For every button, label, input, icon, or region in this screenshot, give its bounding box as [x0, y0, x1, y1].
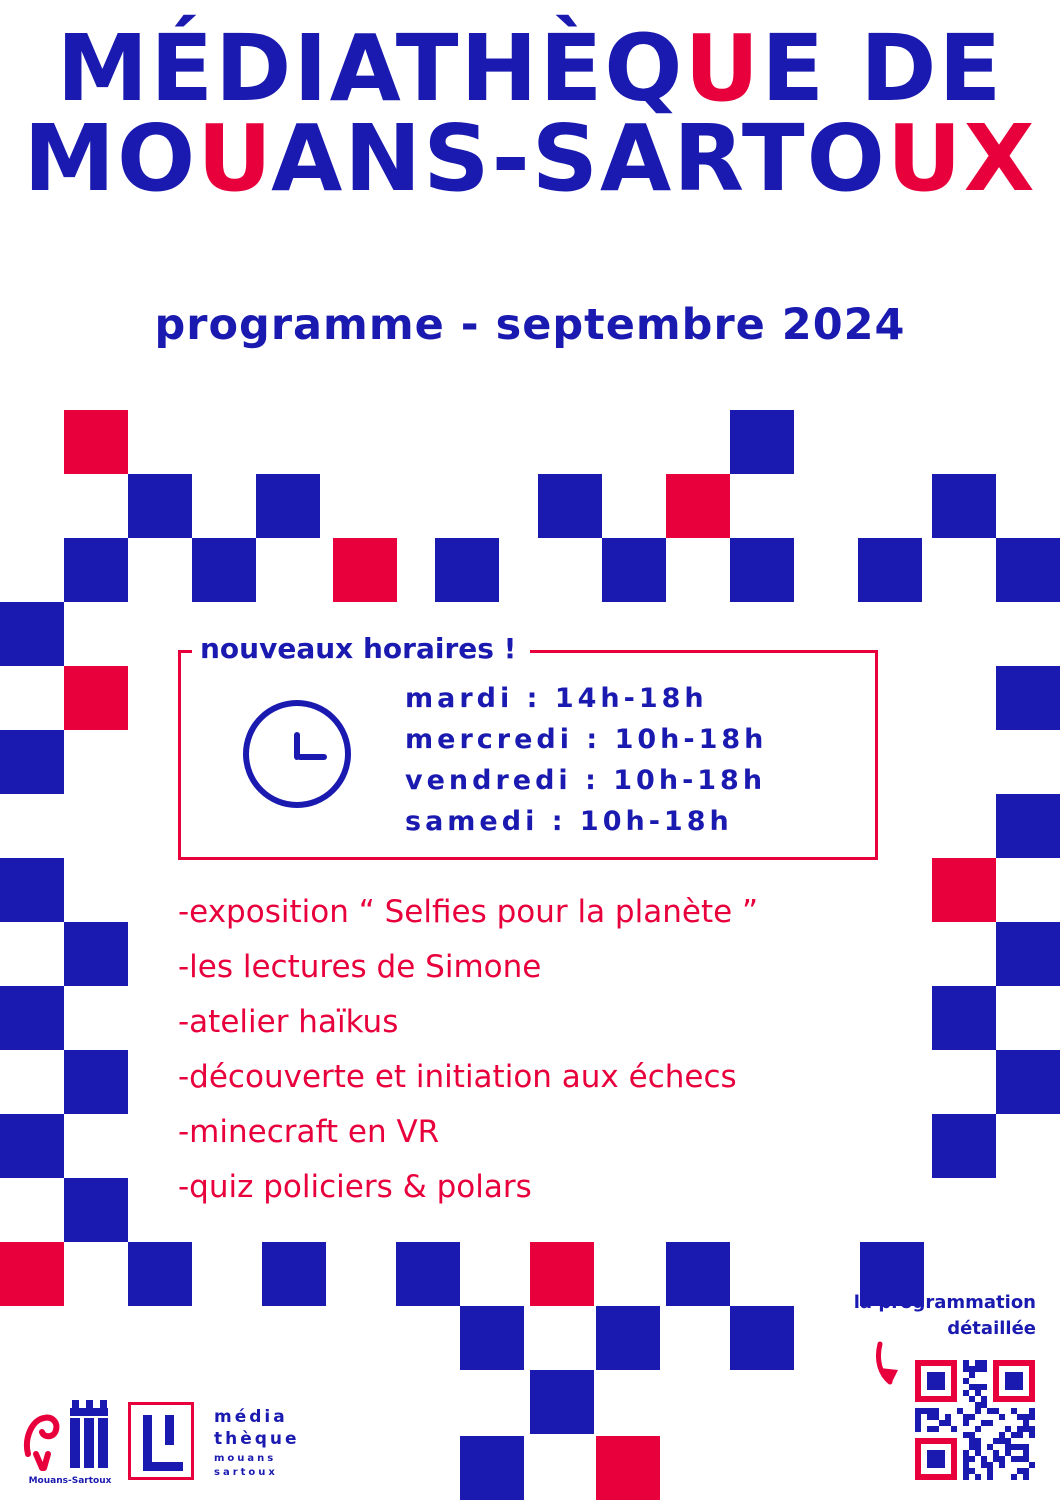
title-part-2: U — [684, 15, 762, 122]
decor-square — [0, 602, 64, 666]
title-part-7: UX — [886, 105, 1037, 213]
qr-cell — [939, 1462, 945, 1468]
qr-cell — [975, 1408, 981, 1414]
qr-cell — [1023, 1474, 1029, 1480]
qr-caption-line1: la programmation — [853, 1292, 1036, 1313]
qr-cell — [999, 1414, 1005, 1420]
decor-square — [996, 1050, 1060, 1114]
media-logo — [128, 1396, 318, 1488]
qr-cell — [933, 1426, 939, 1432]
decor-square — [435, 538, 499, 602]
decor-square — [0, 858, 64, 922]
decor-square — [996, 922, 1060, 986]
decor-square — [996, 794, 1060, 858]
media-logo-line4: sartoux — [214, 1467, 278, 1478]
media-logo-line2: thèque — [214, 1429, 300, 1449]
decor-square — [0, 1114, 64, 1178]
decor-square — [262, 1242, 326, 1306]
subtitle: programme - septembre 2024 — [154, 300, 906, 350]
decor-square — [64, 410, 128, 474]
town-logo-caption: Mouans-Sartoux — [28, 1476, 112, 1486]
decor-square — [996, 666, 1060, 730]
qr-code[interactable] — [915, 1360, 1035, 1480]
decor-square — [64, 1050, 128, 1114]
decor-square — [730, 1306, 794, 1370]
decor-square — [932, 474, 996, 538]
program-item: -découverte et initiation aux échecs — [178, 1059, 737, 1095]
decor-square — [128, 474, 192, 538]
qr-cell — [1017, 1384, 1023, 1390]
town-logo — [22, 1398, 118, 1486]
qr-cell — [951, 1426, 957, 1432]
media-logo-line3: mouans — [214, 1453, 277, 1464]
qr-cell — [951, 1474, 957, 1480]
qr-cell — [969, 1414, 975, 1420]
program-item: -les lectures de Simone — [178, 949, 542, 985]
qr-cell — [1011, 1474, 1017, 1480]
decor-square — [0, 1242, 64, 1306]
qr-cell — [951, 1396, 957, 1402]
qr-cell — [975, 1426, 981, 1432]
hours-row: mardi : 14h-18h — [405, 683, 708, 714]
decor-square — [858, 538, 922, 602]
qr-cell — [981, 1366, 987, 1372]
qr-cell — [987, 1474, 993, 1480]
decor-square — [602, 538, 666, 602]
qr-cell — [1029, 1432, 1035, 1438]
qr-cell — [969, 1372, 975, 1378]
program-item: -atelier haïkus — [178, 1004, 399, 1040]
title-part-3: E DE — [761, 15, 1004, 122]
media-logo-words — [214, 1406, 300, 1480]
qr-cell — [963, 1474, 969, 1480]
qr-cell — [1017, 1432, 1023, 1438]
decor-square — [256, 474, 320, 538]
program-item: -exposition “ Selfies pour la planète ” — [178, 894, 759, 930]
decor-square — [666, 474, 730, 538]
title-part-6: ANS-SARTO — [271, 105, 887, 213]
title-part-4: MO — [23, 105, 198, 213]
qr-cell — [963, 1420, 969, 1426]
town-logo-mark — [22, 1398, 118, 1474]
qr-cell — [1029, 1414, 1035, 1420]
qr-cell — [987, 1420, 993, 1426]
decor-square — [730, 538, 794, 602]
decor-square — [666, 1242, 730, 1306]
title-part-5: U — [197, 105, 272, 213]
clock-icon — [243, 700, 351, 808]
qr-caption — [786, 1290, 1036, 1342]
qr-cell — [999, 1462, 1005, 1468]
page-title — [0, 15, 1060, 213]
qr-cell — [915, 1426, 921, 1432]
hours-label: nouveaux horaires ! — [192, 627, 530, 671]
decor-square — [0, 986, 64, 1050]
decor-square — [64, 922, 128, 986]
decor-square — [64, 666, 128, 730]
decor-square — [530, 1242, 594, 1306]
arrow-icon — [872, 1340, 912, 1390]
hours-row: samedi : 10h-18h — [405, 806, 733, 837]
program-item: -minecraft en VR — [178, 1114, 440, 1150]
decor-square — [64, 1178, 128, 1242]
program-list — [178, 885, 958, 1215]
qr-caption-line2: détaillée — [947, 1318, 1036, 1339]
decor-square — [596, 1306, 660, 1370]
qr-cell — [981, 1384, 987, 1390]
decor-square — [538, 474, 602, 538]
title-line-2 — [0, 105, 1060, 213]
title-line-1 — [0, 15, 1060, 122]
decor-square — [192, 538, 256, 602]
hours-row: vendredi : 10h-18h — [405, 765, 767, 796]
decor-square — [64, 538, 128, 602]
decor-square — [530, 1370, 594, 1434]
qr-cell — [969, 1456, 975, 1462]
media-logo-line1: média — [214, 1407, 288, 1427]
decor-square — [333, 538, 397, 602]
decor-square — [396, 1242, 460, 1306]
decor-square — [596, 1436, 660, 1500]
hours-row: mercredi : 10h-18h — [405, 724, 768, 755]
qr-cell — [975, 1474, 981, 1480]
decor-square — [460, 1306, 524, 1370]
decor-square — [460, 1436, 524, 1500]
decor-square — [730, 410, 794, 474]
title-part-1: MÉDIATHÈQ — [56, 15, 685, 122]
decor-square — [128, 1242, 192, 1306]
decor-square — [0, 730, 64, 794]
qr-cell — [1029, 1396, 1035, 1402]
hours-list — [405, 678, 767, 842]
media-logo-mark — [128, 1402, 194, 1480]
qr-cell — [1029, 1462, 1035, 1468]
program-item: -quiz policiers & polars — [178, 1169, 532, 1205]
qr-cell — [939, 1384, 945, 1390]
decor-square — [996, 538, 1060, 602]
